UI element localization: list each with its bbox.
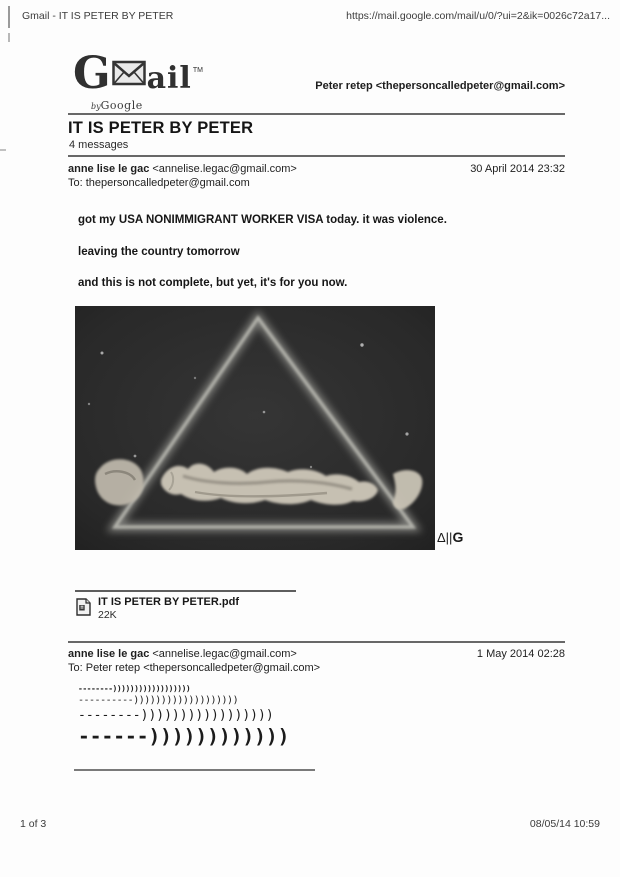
message-to: To: Peter retep <thepersoncalledpeter@gmail.com> (68, 662, 321, 674)
inline-photo-triangle-body (75, 306, 435, 550)
print-header-url: https://mail.google.com/mail/u/0/?ui=2&ik=0026c72a17... (346, 10, 610, 22)
message-header-2 (68, 647, 565, 675)
message-body-paragraph: and this is not complete, but yet, it's for you now. (78, 277, 348, 289)
print-datetime: 08/05/14 10:59 (529, 818, 600, 830)
scan-artifact (0, 149, 6, 151)
photo-caption (437, 529, 463, 545)
divider (68, 155, 565, 157)
message-from: anne lise le gac <annelise.legac@gmail.com> (68, 648, 297, 660)
attachment-divider (75, 590, 296, 592)
gmail-logo-wordmark (73, 48, 223, 99)
attachment-row (76, 596, 239, 622)
message-body-paragraph: got my USA NONIMMIGRANT WORKER VISA today. it was violence. (78, 214, 447, 226)
caption-g: G (452, 529, 464, 545)
ascii-art-line: ------)))))))))))) (78, 725, 290, 748)
pdf-file-icon (76, 598, 91, 621)
scan-artifact (8, 6, 10, 28)
ascii-art-line: --------))))))))))))))))) (78, 708, 274, 723)
print-header-title: Gmail - IT IS PETER BY PETER (22, 10, 174, 22)
gmail-logo-g: G (73, 48, 111, 99)
page-number: 1 of 3 (20, 818, 47, 830)
gmail-logo-by-google: byGoogle (91, 99, 143, 112)
divider (68, 641, 565, 643)
message-header-1 (68, 162, 565, 190)
attachment-size: 22K (98, 609, 117, 621)
message-end-divider (74, 769, 315, 771)
account-owner: Peter retep <thepersoncalledpeter@gmail.com> (315, 80, 565, 92)
message-from: anne lise le gac <annelise.legac@gmail.com> (68, 163, 297, 175)
ascii-art-line: --------)))))))))))))))))) (78, 684, 191, 693)
divider (68, 113, 565, 115)
attachment-info (98, 596, 239, 622)
caption-delta-bars: Δ|| (437, 530, 453, 545)
message-to: To: thepersoncalledpeter@gmail.com (68, 177, 250, 189)
message-count: 4 messages (69, 139, 129, 151)
attachment-name: IT IS PETER BY PETER.pdf (98, 596, 239, 608)
message-date: 30 April 2014 23:32 (470, 163, 565, 175)
scan-artifact (8, 33, 10, 42)
ascii-art-line: ----------))))))))))))))))))) (78, 695, 239, 706)
gmail-logo (73, 48, 223, 112)
message-body-paragraph: leaving the country tomorrow (78, 246, 240, 258)
envelope-icon (112, 60, 146, 90)
thread-title: IT IS PETER BY PETER (68, 119, 254, 137)
email-content-column (68, 0, 565, 877)
message-date: 1 May 2014 02:28 (476, 648, 565, 660)
gmail-logo-ail: ail (146, 61, 192, 96)
trademark-mark: TM (192, 67, 203, 74)
